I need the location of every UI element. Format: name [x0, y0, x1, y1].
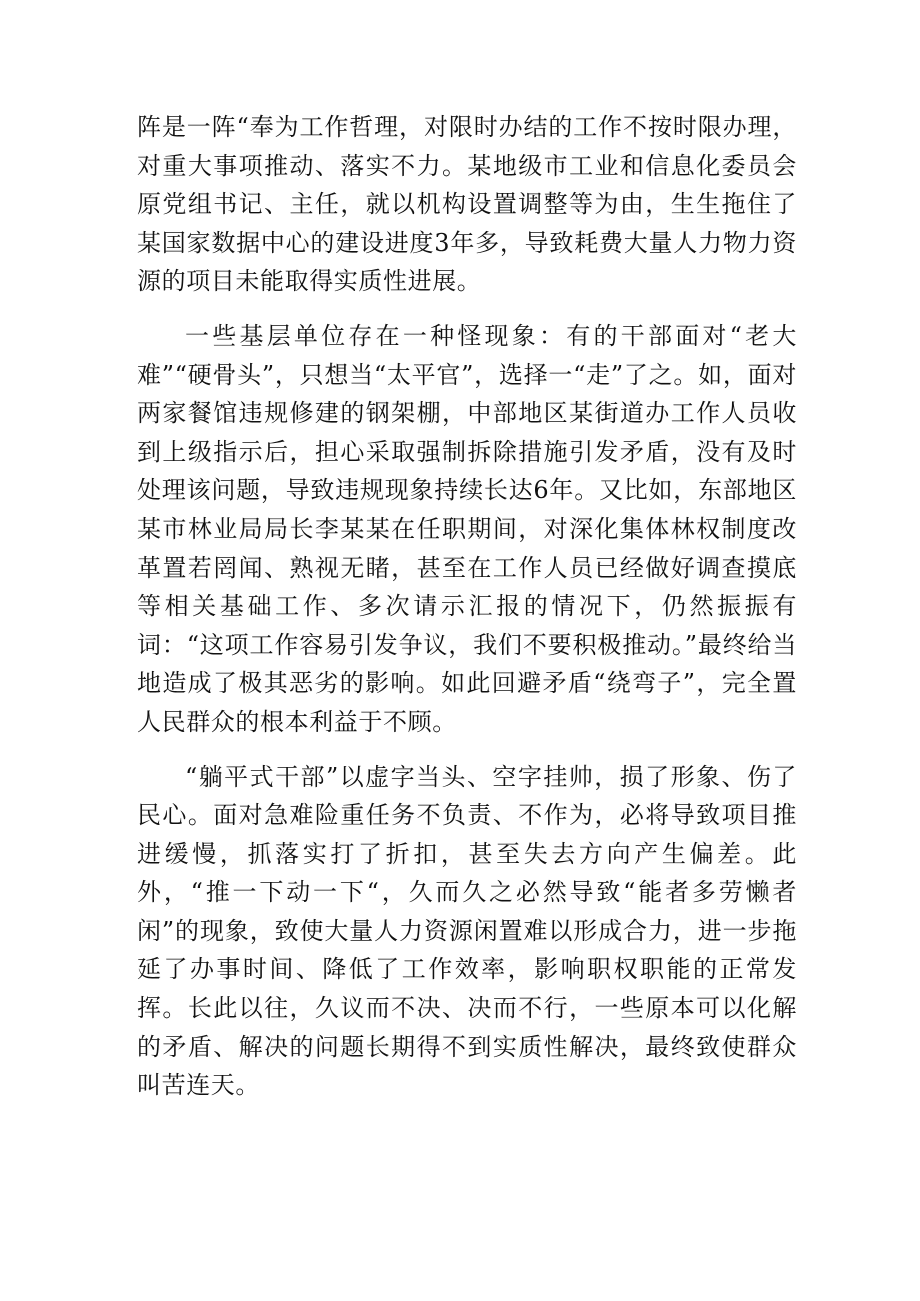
document-body	[137, 108, 797, 1105]
paragraph-1: 阵是一阵“奉为工作哲理，对限时办结的工作不按时限办理，对重大事项推动、落实不力。某地级市工业和信息化委员会原党组书记、主任，就以机构设置调整等为由，生生拖住了某国家数据中心的建设进度3年多，导致耗费大量人力物力资源的项目未能取得实质性进展。	[137, 113, 797, 296]
paragraph-2: 一些基层单位存在一种怪现象：有的干部面对“老大难”“硬骨头”，只想当“太平官”，选择一“走”了之。如，面对两家餐馆违规修建的钢架棚，中部地区某街道办工作人员收到上级指示后，担心采取强制拆除措施引发矛盾，没有及时处理该问题，导致违规现象持续长达6年。又比如，东部地区某市林业局局长李某某在任职期间，对深化集体林权制度改革置若罔闻、熟视无睹，甚至在工作人员已经做好调查摸底等相关基础工作、多次请示汇报的情况下，仍然振振有词：“这项工作容易引发争议，我们不要积极推动。”最终给当地造成了极其恶劣的影响。如此回避矛盾“绕弯子”，完全置人民群众的根本利益于不顾。	[137, 321, 797, 736]
paragraph-3: “躺平式干部”以虚字当头、空字挂帅，损了形象、伤了民心。面对急难险重任务不负责、不作为，必将导致项目推进缓慢，抓落实打了折扣，甚至失去方向产生偏差。此外，“推一下动一下“，久而久之必然导致“能者多劳懒者闲”的现象，致使大量人力资源闲置难以形成合力，进一步拖延了办事时间、降低了工作效率，影响职权职能的正常发挥。长此以往，久议而不决、决而不行，一些原本可以化解的矛盾、解决的问题长期得不到实质性解决，最终致使群众叫苦连天。	[137, 762, 797, 1100]
